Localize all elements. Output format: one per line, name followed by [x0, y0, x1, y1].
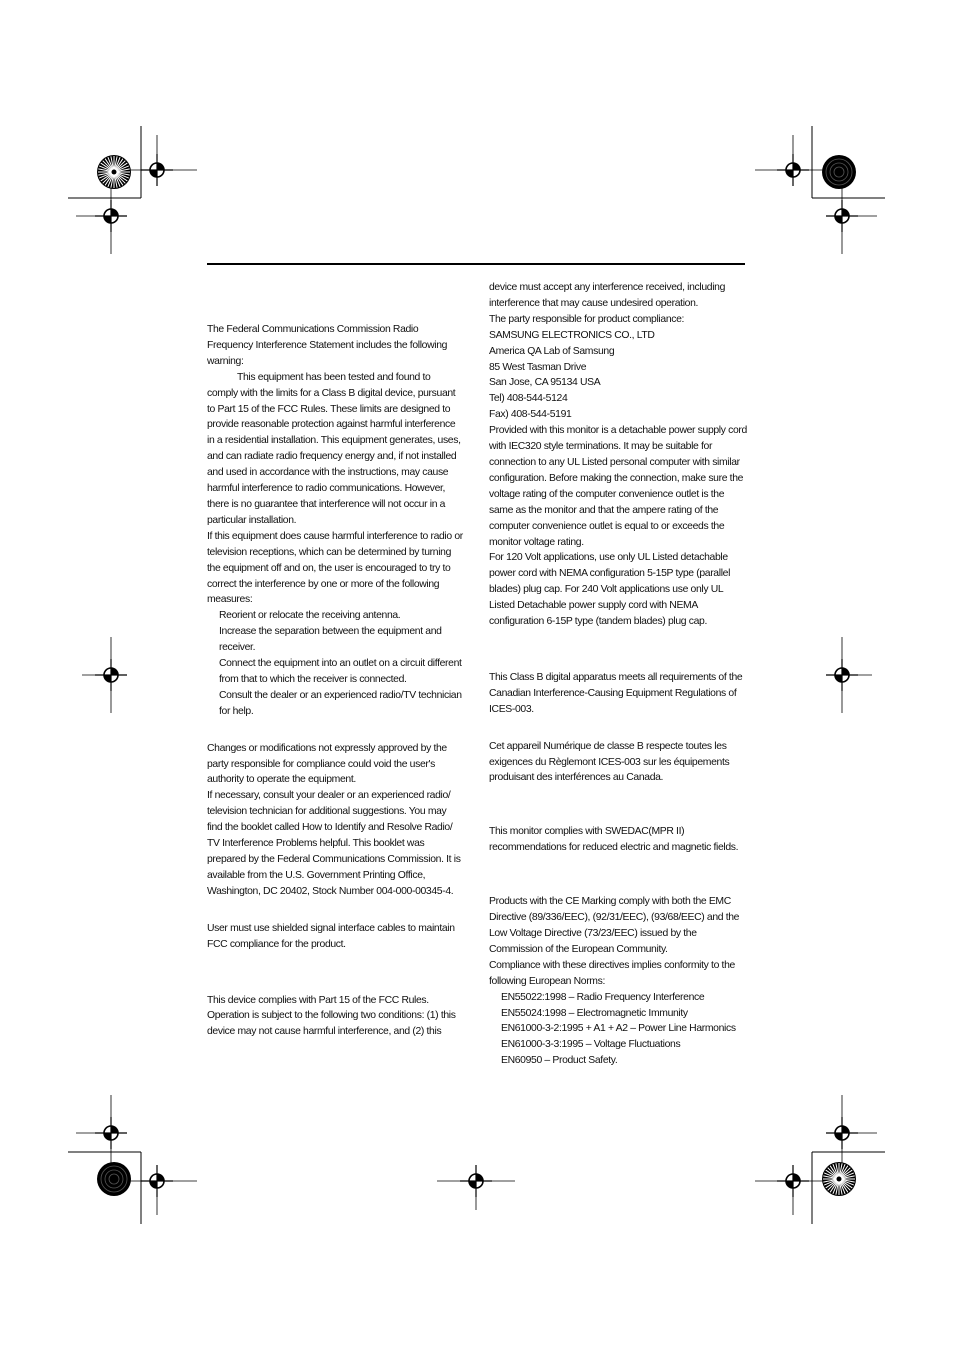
address-line: America QA Lab of Samsung: [489, 345, 615, 357]
if-interference-paragraph: If this equipment does cause harmful interference to radio or television receptions, which can be determined by turning the equipment off and on, the user is encouraged to try to correct the interference by one or more of the following measures:: [207, 530, 463, 606]
ce-marking-paragraph: Products with the CE Marking comply with both the EMC Directive (89/336/EEC), (92/31/EEC), (93/68/EEC) and the Low Voltage Directive (73/23/EEC) issued by the Commission of the European Community.: [489, 896, 740, 955]
changes-warning: Changes or modifications not expressly approved by the party responsible for compliance could void the user's authority to operate the equipment.: [207, 742, 447, 786]
norm-item: EN55024:1998 – Electromagnetic Immunity: [501, 1007, 688, 1019]
address-line: Fax) 408-544-5191: [489, 409, 572, 421]
canada-french-paragraph: Cet appareil Numérique de classe B respecte toutes les exigences du Règlemont ICES-003 sur les équipements produisant des interférences au Canada.: [489, 740, 730, 784]
fcc-intro: The Federal Communications Commission Radio Frequency Interference Statement includes the following warning:: [207, 324, 448, 367]
party-responsible: The party responsible for product compliance:: [489, 313, 685, 325]
swedac-paragraph: This monitor complies with SWEDAC(MPR II) recommendations for reduced electric and magnetic fields.: [489, 826, 739, 854]
address-line: Tel) 408-544-5124: [489, 393, 568, 405]
header-rule: [207, 263, 745, 265]
shielded-cables-paragraph: User must use shielded signal interface cables to maintain FCC compliance for the product.: [207, 922, 455, 950]
ce-conformity-paragraph: Compliance with these directives implies conformity to the following European Norms:: [489, 959, 735, 987]
norm-item: EN61000-3-2:1995 + A1 + A2 – Power Line Harmonics: [501, 1023, 736, 1035]
consult-dealer-paragraph: If necessary, consult your dealer or an experienced radio/ television technician for additional suggestions. You may find the booklet called How to Identify and Resolve Radio/ TV Interference Problems helpful. This booklet was prepared by the Federal Communications Commission. It is available from the U.S. Government Printing Office, Washington, DC 20402, Stock Number 004-000-00345-4.: [207, 790, 461, 897]
measure-item: Connect the equipment into an outlet on a circuit different from that to which the receiver is connected.: [219, 658, 462, 685]
address-line: SAMSUNG ELECTRONICS CO., LTD: [489, 329, 655, 341]
canada-english-paragraph: This Class B digital apparatus meets all requirements of the Canadian Interference-Causing Equipment Regulations of ICES-003.: [489, 671, 743, 715]
power-cord-paragraph: Provided with this monitor is a detachable power supply cord with IEC320 style terminations. It may be suitable for connection to any UL Listed personal computer with similar configuration. Before making the connection, make sure the voltage rating of the computer convenience outlet is the same as the monitor and that the ampere rating of the computer convenience outlet is equal to or exceeds the monitor voltage rating.: [489, 425, 747, 548]
left-column: [207, 322, 463, 1040]
european-norms-list: [489, 990, 747, 1070]
measures-list: [207, 608, 463, 719]
volt-applications-paragraph: For 120 Volt applications, use only UL Listed detachable power cord with NEMA configuration 5-15P type (parallel blades) plug cap. For 240 Volt applications use only UL Listed Detachable power supply cord with NEMA configuration 6-15P type (tandem blades) plug cap.: [489, 552, 731, 628]
norm-item: EN61000-3-3:1995 – Voltage Fluctuations: [501, 1039, 681, 1051]
address-line: 85 West Tasman Drive: [489, 361, 587, 373]
measure-item: Reorient or relocate the receiving antenna.: [219, 610, 401, 622]
norm-item: EN60950 – Product Safety.: [501, 1055, 618, 1067]
part15-compliance-paragraph: This device complies with Part 15 of the FCC Rules. Operation is subject to the following two conditions: (1) this device may not cause harmful interference, and (2) this: [207, 994, 456, 1038]
part15-continued: device must accept any interference received, including interference that may cause undesired operation.: [489, 282, 726, 309]
norm-item: EN55022:1998 – Radio Frequency Interference: [501, 991, 705, 1003]
compliance-address: [489, 328, 747, 423]
measure-item: Increase the separation between the equipment and receiver.: [219, 626, 442, 654]
fcc-statement: This equipment has been tested and found to comply with the limits for a Class B digital device, pursuant to Part 15 of the FCC Rules. These limits are designed to provide reasonable protection against harmful interference in a residential installation. This equipment generates, uses, and can radiate radio frequency energy and, if not installed and used in accordance with the instructions, may cause harmful interference to radio communications. However, there is no guarantee that interference will not occur in a particular installation.: [207, 371, 461, 526]
measure-item: Consult the dealer or an experienced radio/TV technician for help.: [219, 689, 462, 717]
address-line: San Jose, CA 95134 USA: [489, 377, 601, 389]
right-column: [489, 280, 747, 1069]
